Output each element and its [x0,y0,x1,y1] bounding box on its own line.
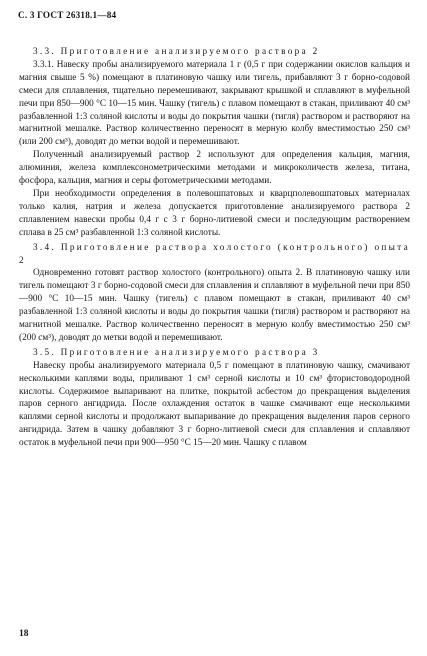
body-text [19,45,410,450]
page-number: 18 [19,629,29,639]
paragraph: Навеску пробы анализируемого материала 0,5 г помещают в платиновую чашку, смачивают несколькими каплями воды, приливают 1 см³ серной кислоты и 10 см³ фтористоводородной кислоты. Содержимое выпаривают на плитке, покрытой асбестом до прекращения выделения паров серного ангидрида. После охлаждения остаток в чашке смачивают еще несколькими каплями серной кислоты и продолжают выпаривание до прекращения выделения паров серного ангидрида. Затем в чашку добавляют 3 г борно-литиевой смеси для сплавления и сплавляют остаток в муфельной печи при 900—950 °С 15—20 мин. Чашку с плавом [19,360,410,449]
page-header: С. 3 ГОСТ 26318.1—84 [18,10,117,20]
paragraph: 3.3.1. Навеску пробы анализируемого материала 1 г (0,5 г при содержании окислов кальция и магния свыше 5 %) помещают в платиновую чашку или тигель, прибавляют 3 г борно-содовой смеси для сплавления, тщательно перемешивают, закрывают крышкой и сплавляют в муфельной печи при 850—900 °С 10—15 мин. Чашку (тигель) с плавом помещают в стакан, приливают 40 см³ разбавленной 1:3 соляной кислоты и воды до покрытия чашки (тигля) раствором и растворяют на магнитной мешалке. Раствор количественно переносят в мерную колбу вместимостью 250 см³ (или 200 см³), доводят до метки водой и перемешивают. [19,59,410,148]
section-heading-3-4: 3.4. Приготовление раствора холостого (контрольного) опыта 2 [19,242,410,266]
paragraph: Полученный анализируемый раствор 2 используют для определения кальция, магния, алюминия, железа комплексонометрическими методами и микроколичеств железа, титана, фосфора, кальция, магния и серы фотометрическими методами. [19,150,410,187]
paragraph: При необходимости определения в полевошпатовых и кварцполевошпатовых материалах только калия, натрия и железа допускается приготовление анализируемого раствора 2 сплавлением навески пробы 0,4 г с 3 г борно-литиевой смеси и последующим растворением сплава в 25 см³ разбавленной 1:3 соляной кислоты. [19,188,410,238]
paragraph: Одновременно готовят раствор холостого (контрольного) опыта 2. В платиновую чашку или тигель помещают 3 г борно-содовой смеси для сплавления и сплавляют в муфельной печи при 850—900 °С 10—15 мин. Чашку (тигель) с плавом помещают в стакан, приливают 40 см³ разбавленной 1:3 соляной кислоты и воды до покрытия чашки (тигля) раствором и растворяют на магнитной мешалке. Раствор количественно переносят в мерную колбу вместимостью 250 см³ (200 см³), доводят до метки водой и перемешивают. [19,268,410,343]
section-heading-3-5: 3.5. Приготовление анализируемого раствора 3 [33,347,320,358]
section-heading-3-3: 3.3. Приготовление анализируемого раствора 2 [33,47,320,57]
